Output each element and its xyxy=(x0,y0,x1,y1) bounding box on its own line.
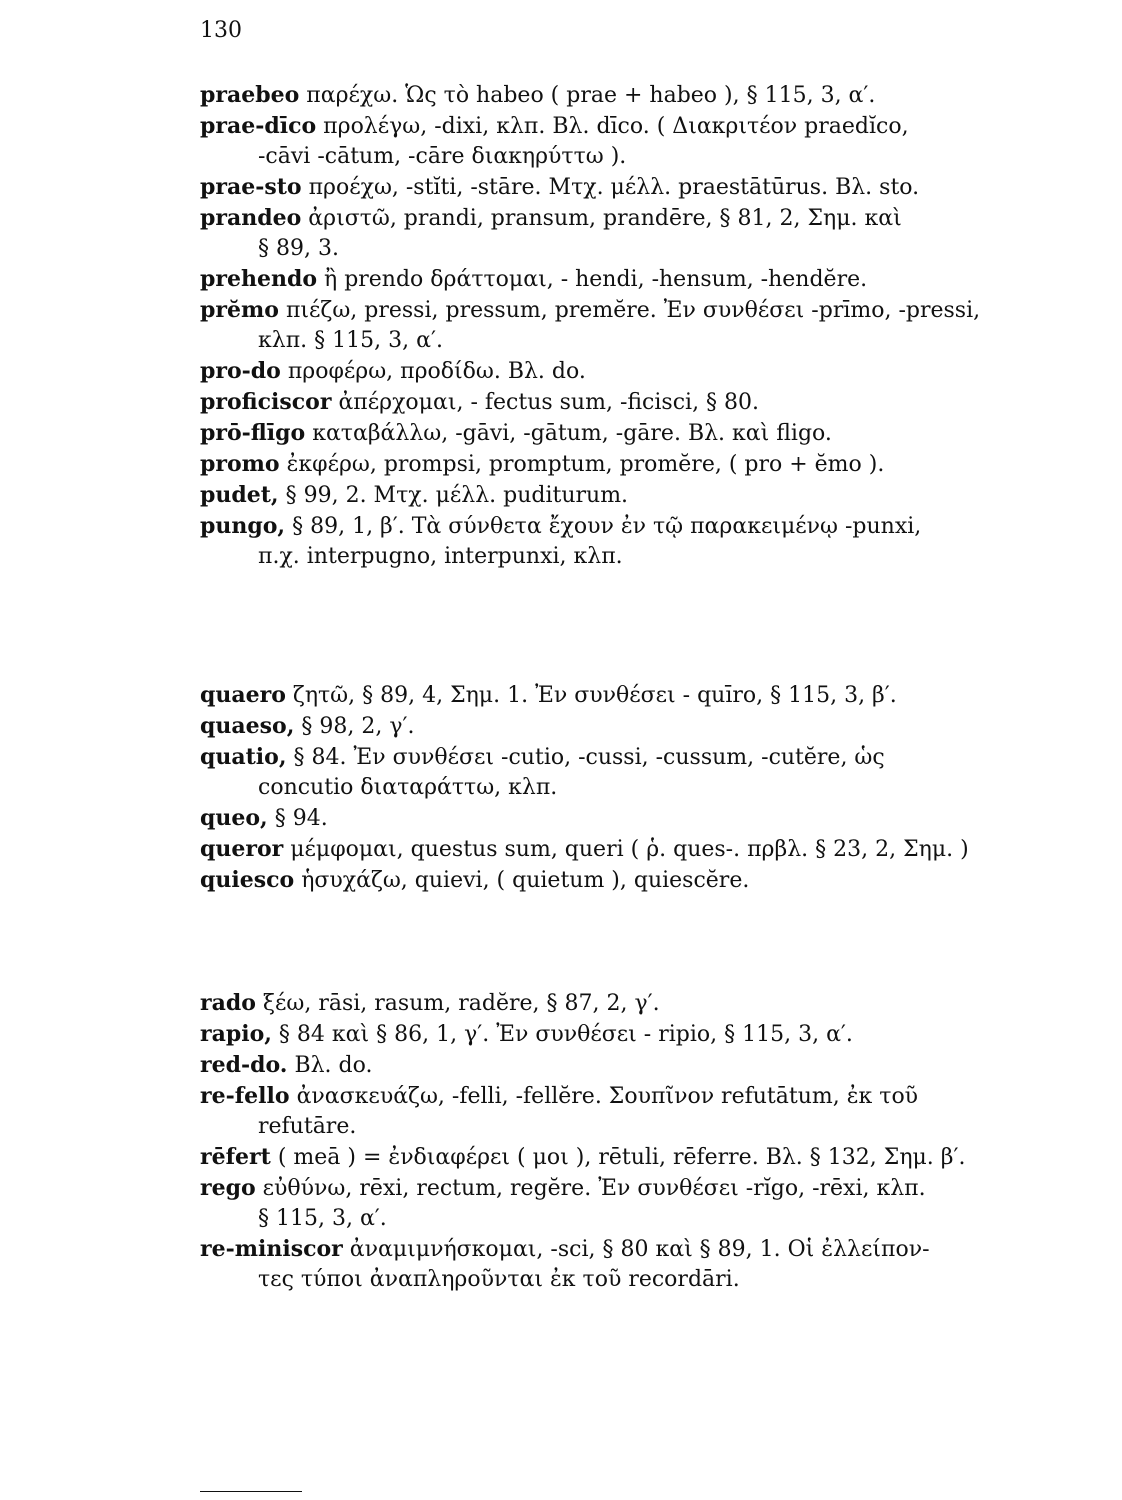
entry-definition: παρέχω. Ὡς τὸ habeo ( prae + habeo ), § 115, 3, α′. xyxy=(306,83,876,108)
entry-first-line xyxy=(200,264,1084,295)
page-number: 130 xyxy=(200,18,242,43)
entry-definition: Βλ. do. xyxy=(294,1053,373,1078)
dictionary-entry xyxy=(200,418,1084,449)
entry-continuation: π.χ. interpugno, interpunxi, κλπ. xyxy=(258,544,623,569)
entry-first-line xyxy=(200,711,1084,742)
dictionary-entry xyxy=(200,1234,1084,1295)
entry-first-line xyxy=(200,680,1084,711)
entry-headword: prae-dīco xyxy=(200,113,317,139)
section-q-entries xyxy=(200,680,1084,896)
dictionary-entry xyxy=(200,264,1084,295)
entry-first-line xyxy=(200,449,1084,480)
entry-definition: ( meā ) = ἐνδιαφέρει ( μοι ), rētuli, rēferre. Βλ. § 132, Σημ. β′. xyxy=(277,1145,966,1170)
entry-first-line xyxy=(200,1081,1084,1112)
entry-headword: rapio, xyxy=(200,1021,272,1047)
entry-headword: re-fello xyxy=(200,1083,290,1109)
entry-headword: queror xyxy=(200,836,284,862)
entry-continuation: concutio διαταράττω, κλπ. xyxy=(258,775,558,800)
entry-headword: quaeso, xyxy=(200,713,295,739)
entry-definition: ἢ prendo δράττομαι, - hendi, -hensum, -hendĕre. xyxy=(324,267,868,292)
entry-definition: § 94. xyxy=(274,806,328,831)
dictionary-entry xyxy=(200,803,1084,834)
entry-first-line xyxy=(200,418,1084,449)
dictionary-entry xyxy=(200,203,1084,264)
entry-definition: ἐκφέρω, prompsi, promptum, promĕre, ( pro + ĕmo ). xyxy=(286,452,885,477)
entry-headword: pudet, xyxy=(200,482,279,508)
entry-definition: μέμφομαι, questus sum, queri ( ῥ. ques-. πρβλ. § 23, 2, Σημ. ) xyxy=(290,837,969,862)
entry-first-line xyxy=(200,803,1084,834)
dictionary-entry xyxy=(200,480,1084,511)
entry-headword: praebeo xyxy=(200,82,300,108)
entry-headword: rēfert xyxy=(200,1144,271,1170)
entry-continuation: κλπ. § 115, 3, α′. xyxy=(258,328,443,353)
dictionary-entry xyxy=(200,1142,1084,1173)
entry-first-line xyxy=(200,80,1084,111)
entry-definition: ἀνασκευάζω, -felli, -fellĕre. Σουπῖνον refutātum, ἐκ τοῦ xyxy=(296,1084,919,1109)
entry-definition: ἀναμιμνήσκομαι, -sci, § 80 καὶ § 89, 1. Οἱ ἐλλείπον- xyxy=(349,1237,930,1262)
entry-headword: rado xyxy=(200,990,256,1016)
entry-headword: quiesco xyxy=(200,867,295,893)
entry-definition: § 84. Ἐν συνθέσει -cutio, -cussi, -cussum, -cutĕre, ὡς xyxy=(293,745,885,770)
entry-headword: prae-sto xyxy=(200,174,302,200)
entry-definition: § 89, 1, β′. Τὰ σύνθετα ἔχουν ἐν τῷ παρακειμένῳ -punxi, xyxy=(292,514,922,539)
entry-headword: quatio, xyxy=(200,744,287,770)
dictionary-entry xyxy=(200,1050,1084,1081)
dictionary-entry xyxy=(200,295,1084,356)
entry-definition: ξέω, rāsi, rasum, radĕre, § 87, 2, γ′. xyxy=(262,991,660,1016)
dictionary-entry xyxy=(200,1081,1084,1142)
entry-first-line xyxy=(200,1234,1084,1265)
entry-definition: ἡσυχάζω, quievi, ( quietum ), quiescĕre. xyxy=(301,868,750,893)
entry-definition: ἀριστῶ, prandi, pransum, prandēre, § 81, 2, Σημ. καὶ xyxy=(308,206,902,231)
entry-definition: καταβάλλω, -gāvi, -gātum, -gāre. Βλ. καὶ fligo. xyxy=(312,421,832,446)
entry-first-line xyxy=(200,295,1084,326)
footnote-rule xyxy=(200,1491,302,1492)
dictionary-entry xyxy=(200,387,1084,418)
dictionary-entry xyxy=(200,865,1084,896)
entry-headword: prehendo xyxy=(200,266,318,292)
dictionary-entry xyxy=(200,1019,1084,1050)
entry-headword: pungo, xyxy=(200,513,286,539)
entry-first-line xyxy=(200,172,1084,203)
entry-first-line xyxy=(200,111,1084,142)
entry-headword: rego xyxy=(200,1175,256,1201)
entry-definition: § 84 καὶ § 86, 1, γ′. Ἐν συνθέσει - ripio, § 115, 3, α′. xyxy=(278,1022,853,1047)
entry-first-line xyxy=(200,742,1084,773)
entry-headword: pro-do xyxy=(200,358,281,384)
entry-continuation: § 89, 3. xyxy=(258,236,339,261)
dictionary-entry xyxy=(200,711,1084,742)
entry-headword: quaero xyxy=(200,682,286,708)
section-r-entries xyxy=(200,988,1084,1295)
dictionary-entry xyxy=(200,988,1084,1019)
dictionary-entry xyxy=(200,680,1084,711)
dictionary-entry xyxy=(200,449,1084,480)
entry-first-line xyxy=(200,511,1084,542)
entry-headword: queo, xyxy=(200,805,268,831)
entry-first-line xyxy=(200,865,1084,896)
entry-first-line xyxy=(200,834,1084,865)
entry-definition: ζητῶ, § 89, 4, Σημ. 1. Ἐν συνθέσει - quīro, § 115, 3, β′. xyxy=(292,683,897,708)
entry-definition: πιέζω, pressi, pressum, premĕre. Ἐν συνθέσει -prīmo, -pressi, xyxy=(285,298,981,323)
entry-first-line xyxy=(200,356,1084,387)
entry-continuation: τες τύποι ἀναπληροῦνται ἐκ τοῦ recordāri. xyxy=(258,1267,740,1292)
entry-definition: § 99, 2. Μτχ. μέλλ. puditurum. xyxy=(285,483,629,508)
dictionary-entry xyxy=(200,834,1084,865)
dictionary-entry xyxy=(200,511,1084,572)
entry-definition: ἀπέρχομαι, - fectus sum, -ficisci, § 80. xyxy=(338,390,760,415)
entry-definition: εὐθύνω, rēxi, rectum, regĕre. Ἐν συνθέσει -rĭgo, -rēxi, κλπ. xyxy=(262,1176,926,1201)
entry-definition: προέχω, -stĭti, -stāre. Μτχ. μέλλ. praestātūrus. Βλ. sto. xyxy=(308,175,920,200)
entry-first-line xyxy=(200,1142,1084,1173)
entry-headword: promo xyxy=(200,451,280,477)
entry-headword: red-do. xyxy=(200,1052,288,1078)
entry-first-line xyxy=(200,1050,1084,1081)
entry-first-line xyxy=(200,203,1084,234)
entry-first-line xyxy=(200,1019,1084,1050)
dictionary-entry xyxy=(200,356,1084,387)
entry-definition: προλέγω, -dixi, κλπ. Βλ. dīco. ( Διακριτέον praedĭco, xyxy=(323,114,909,139)
dictionary-entry xyxy=(200,742,1084,803)
dictionary-entry xyxy=(200,1173,1084,1234)
entry-first-line xyxy=(200,988,1084,1019)
dictionary-entry xyxy=(200,80,1084,111)
entry-headword: prō-flīgo xyxy=(200,420,306,446)
section-p-entries xyxy=(200,80,1084,572)
entry-headword: re-miniscor xyxy=(200,1236,343,1262)
dictionary-entry xyxy=(200,111,1084,172)
dictionary-entry xyxy=(200,172,1084,203)
entry-first-line xyxy=(200,480,1084,511)
entry-continuation: refutāre. xyxy=(258,1114,357,1139)
entry-continuation: § 115, 3, α′. xyxy=(258,1206,387,1231)
entry-headword: prĕmo xyxy=(200,297,279,323)
entry-definition: § 98, 2, γ′. xyxy=(301,714,415,739)
entry-continuation: -cāvi -cātum, -cāre διακηρύττω ). xyxy=(258,144,627,169)
entry-first-line xyxy=(200,1173,1084,1204)
entry-headword: prandeo xyxy=(200,205,302,231)
entry-headword: proficiscor xyxy=(200,389,332,415)
entry-first-line xyxy=(200,387,1084,418)
entry-definition: προφέρω, προδίδω. Βλ. do. xyxy=(287,359,586,384)
